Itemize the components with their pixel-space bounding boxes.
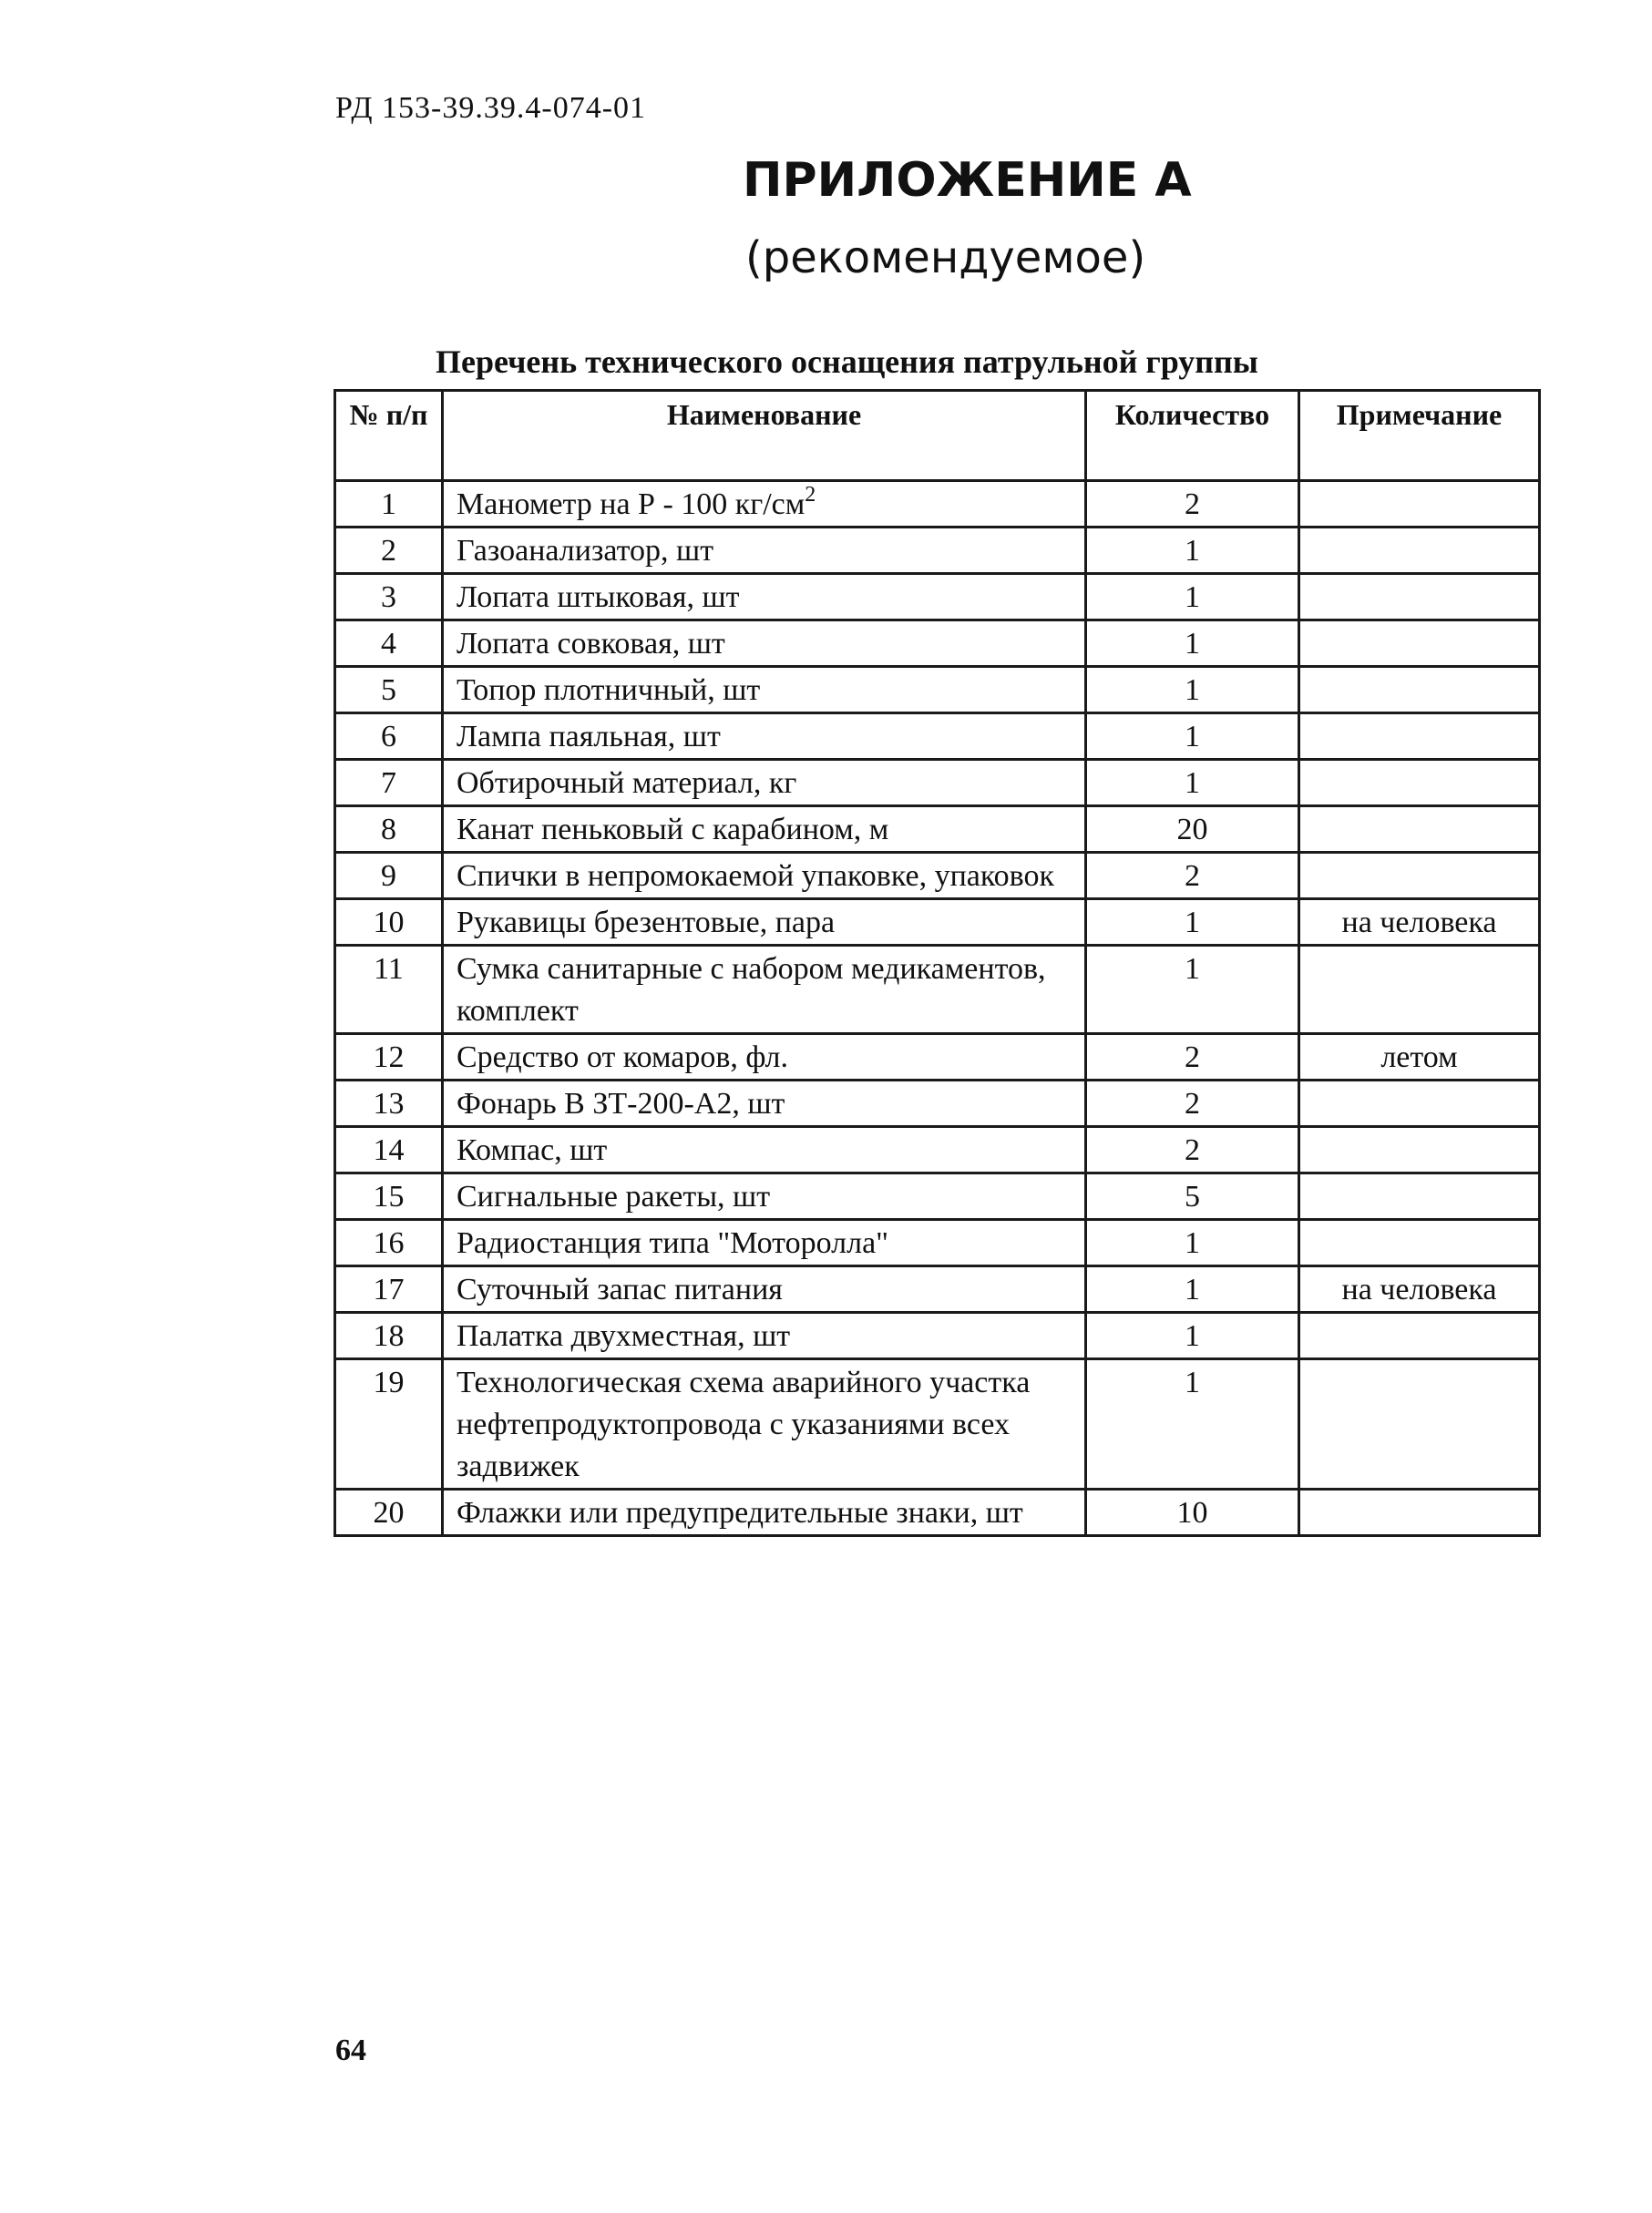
- row-note: [1299, 1081, 1540, 1127]
- row-note: [1299, 481, 1540, 528]
- page-number: 64: [335, 2034, 366, 2067]
- row-note: на человека: [1299, 1266, 1540, 1313]
- table-row: [335, 1127, 1540, 1173]
- row-note: [1299, 1490, 1540, 1536]
- column-header-name: Наименование: [443, 391, 1086, 481]
- row-number: 4: [335, 620, 443, 667]
- table-row: [335, 528, 1540, 574]
- row-name: Обтирочный материал, кг: [443, 760, 1086, 806]
- row-quantity: 1: [1086, 713, 1299, 760]
- row-number: 12: [335, 1034, 443, 1081]
- row-name: Фонарь В ЗТ-200-А2, шт: [443, 1081, 1086, 1127]
- row-quantity: 1: [1086, 1266, 1299, 1313]
- row-note: [1299, 1359, 1540, 1490]
- row-quantity: 2: [1086, 1127, 1299, 1173]
- row-number: 10: [335, 899, 443, 946]
- row-name: Палатка двухместная, шт: [443, 1313, 1086, 1359]
- table-row: [335, 620, 1540, 667]
- row-number: 20: [335, 1490, 443, 1536]
- column-header-note: Примечание: [1299, 391, 1540, 481]
- row-name: Лопата штыковая, шт: [443, 574, 1086, 620]
- row-note: [1299, 946, 1540, 1034]
- row-number: 3: [335, 574, 443, 620]
- table-row: [335, 713, 1540, 760]
- appendix-title: ПРИЛОЖЕНИЕ А: [743, 153, 1192, 208]
- row-note: [1299, 528, 1540, 574]
- row-note: [1299, 1127, 1540, 1173]
- row-number: 11: [335, 946, 443, 1034]
- row-note: [1299, 760, 1540, 806]
- row-name: Технологическая схема аварийного участка нефтепродуктопровода с указаниями всех задвижек: [443, 1359, 1086, 1490]
- row-name: Лампа паяльная, шт: [443, 713, 1086, 760]
- row-name: Суточный запас питания: [443, 1266, 1086, 1313]
- row-quantity: 2: [1086, 1034, 1299, 1081]
- table-row: [335, 806, 1540, 853]
- row-quantity: 10: [1086, 1490, 1299, 1536]
- row-name: Радиостанция типа "Моторолла": [443, 1220, 1086, 1266]
- table-row: [335, 1266, 1540, 1313]
- row-note: [1299, 853, 1540, 899]
- row-quantity: 1: [1086, 620, 1299, 667]
- table-row: [335, 667, 1540, 713]
- table-row: [335, 1220, 1540, 1266]
- row-number: 1: [335, 481, 443, 528]
- row-name: Спички в непромокаемой упаковке, упаковок: [443, 853, 1086, 899]
- row-quantity: 1: [1086, 574, 1299, 620]
- table-row: [335, 1081, 1540, 1127]
- row-name: Сумка санитарные с набором медикаментов, комплект: [443, 946, 1086, 1034]
- row-name: Флажки или предупредительные знаки, шт: [443, 1490, 1086, 1536]
- row-number: 18: [335, 1313, 443, 1359]
- row-quantity: 1: [1086, 528, 1299, 574]
- row-number: 6: [335, 713, 443, 760]
- table-row: [335, 1034, 1540, 1081]
- row-quantity: 1: [1086, 1313, 1299, 1359]
- row-name: Канат пеньковый с карабином, м: [443, 806, 1086, 853]
- table-row: [335, 1490, 1540, 1536]
- row-note: [1299, 713, 1540, 760]
- table-row: [335, 574, 1540, 620]
- row-number: 15: [335, 1173, 443, 1220]
- table-row: [335, 1173, 1540, 1220]
- row-quantity: 1: [1086, 899, 1299, 946]
- row-number: 13: [335, 1081, 443, 1127]
- row-quantity: 1: [1086, 667, 1299, 713]
- row-quantity: 1: [1086, 1220, 1299, 1266]
- row-number: 7: [335, 760, 443, 806]
- appendix-subtitle: (рекомендуемое): [745, 232, 1146, 283]
- row-quantity: 2: [1086, 1081, 1299, 1127]
- row-quantity: 2: [1086, 853, 1299, 899]
- row-name: Лопата совковая, шт: [443, 620, 1086, 667]
- row-number: 9: [335, 853, 443, 899]
- table-row: [335, 1313, 1540, 1359]
- row-name: Сигнальные ракеты, шт: [443, 1173, 1086, 1220]
- row-note: [1299, 667, 1540, 713]
- row-note: летом: [1299, 1034, 1540, 1081]
- column-header-qty: Количество: [1086, 391, 1299, 481]
- row-note: на человека: [1299, 899, 1540, 946]
- row-quantity: 1: [1086, 760, 1299, 806]
- table-header-row: [335, 391, 1540, 481]
- row-name: Рукавицы брезентовые, пара: [443, 899, 1086, 946]
- row-number: 8: [335, 806, 443, 853]
- row-name: Компас, шт: [443, 1127, 1086, 1173]
- table-row: [335, 481, 1540, 528]
- table-row: [335, 853, 1540, 899]
- row-name: Топор плотничный, шт: [443, 667, 1086, 713]
- row-number: 17: [335, 1266, 443, 1313]
- row-note: [1299, 1173, 1540, 1220]
- row-name-text: Манометр на Р - 100 кг/см: [457, 487, 805, 521]
- row-number: 16: [335, 1220, 443, 1266]
- row-note: [1299, 620, 1540, 667]
- document-code: РД 153-39.39.4-074-01: [335, 91, 647, 125]
- row-quantity: 2: [1086, 481, 1299, 528]
- table-row: [335, 899, 1540, 946]
- row-quantity: 20: [1086, 806, 1299, 853]
- row-note: [1299, 1313, 1540, 1359]
- table-row: [335, 946, 1540, 1034]
- row-quantity: 1: [1086, 946, 1299, 1034]
- column-header-num: № п/п: [335, 391, 443, 481]
- table-row: [335, 1359, 1540, 1490]
- row-number: 5: [335, 667, 443, 713]
- row-number: 19: [335, 1359, 443, 1490]
- table-caption: Перечень технического оснащения патрульной группы: [436, 343, 1258, 380]
- equipment-table: [333, 389, 1541, 1537]
- row-name: Газоанализатор, шт: [443, 528, 1086, 574]
- row-number: 14: [335, 1127, 443, 1173]
- row-note: [1299, 574, 1540, 620]
- row-note: [1299, 806, 1540, 853]
- superscript: 2: [805, 483, 816, 507]
- table-row: [335, 760, 1540, 806]
- row-note: [1299, 1220, 1540, 1266]
- row-number: 2: [335, 528, 443, 574]
- row-quantity: 5: [1086, 1173, 1299, 1220]
- row-quantity: 1: [1086, 1359, 1299, 1490]
- row-name: Средство от комаров, фл.: [443, 1034, 1086, 1081]
- row-name: [443, 481, 1086, 528]
